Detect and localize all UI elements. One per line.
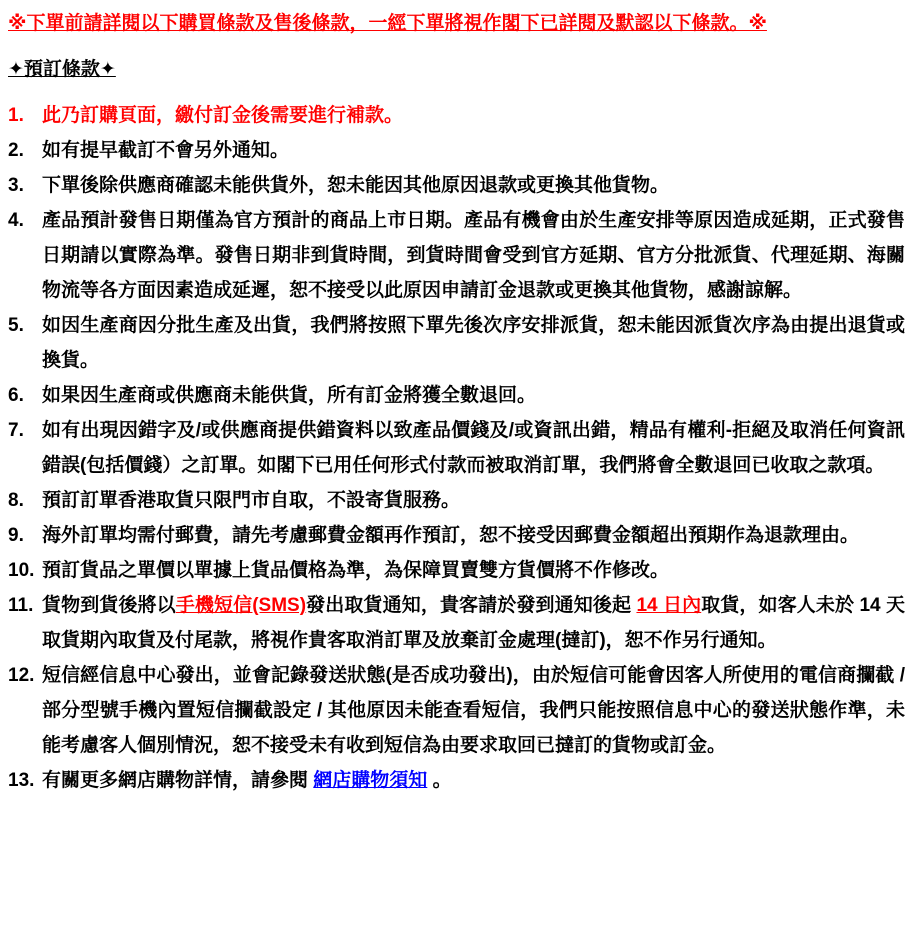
- term-item-11: [8, 588, 905, 658]
- section-title-preorder-terms: [8, 54, 905, 86]
- term-item-5: [8, 308, 905, 378]
- term-item-1: [8, 98, 905, 133]
- term-text: [42, 175, 669, 196]
- term-number: 13.: [8, 770, 35, 791]
- term-text: [42, 315, 905, 371]
- term-text-segment: 如有出現因錯字及/或供應商提供錯資料以致產品價錢及/或資訊出錯，精品有權利-拒絕及取消任何資訊錯誤(包括價錢）之訂單。如閣下已用任何形式付款而被取消訂單，我們將會全數退回已收取之款項。: [42, 420, 905, 476]
- purchase-notice-banner: ※下單前請詳閱以下購買條款及售後條款，一經下單將視作閣下已詳閱及默認以下條款。※: [8, 13, 767, 34]
- term-text-segment: 預訂貨品之單價以單據上貨品價格為準，為保障買賣雙方貨價將不作修改。: [42, 560, 670, 581]
- term-text-segment: 有關更多網店購物詳情，請參閱: [42, 770, 314, 791]
- term-number: 11.: [8, 595, 34, 616]
- term-text: [42, 105, 403, 126]
- term-number: 3.: [8, 175, 24, 196]
- term-text-segment: 發出取貨通知，貴客請於發到通知後起: [306, 595, 637, 616]
- term-item-2: [8, 133, 905, 168]
- highlighted-term-text: 手機短信(SMS): [175, 595, 307, 616]
- shop-guide-link[interactable]: 網店購物須知: [313, 770, 428, 791]
- term-number: 12.: [8, 665, 35, 686]
- term-text: [42, 560, 669, 581]
- term-text: [42, 385, 536, 406]
- term-text-segment: 預訂訂單香港取貨只限門市自取，不設寄貨服務。: [42, 490, 461, 511]
- term-item-8: [8, 483, 905, 518]
- term-item-13: [8, 763, 905, 798]
- term-item-9: [8, 518, 905, 553]
- term-text-segment: 此乃訂購頁面，繳付訂金後需要進行補款。: [42, 105, 404, 126]
- term-number: 8.: [8, 490, 24, 511]
- term-text: [42, 525, 859, 546]
- term-number: 2.: [8, 140, 24, 161]
- highlighted-term-text: 14 日內: [636, 595, 702, 616]
- term-number: 4.: [8, 210, 24, 231]
- term-text: [42, 420, 905, 476]
- term-item-10: [8, 553, 905, 588]
- term-text-segment: 如有提早截訂不會另外通知。: [42, 140, 290, 161]
- term-item-6: [8, 378, 905, 413]
- term-text: [42, 210, 905, 301]
- term-text-segment: 產品預計發售日期僅為官方預計的商品上市日期。產品有機會由於生產安排等原因造成延期，正式發售日期請以實際為準。發售日期非到貨時間，到貨時間會受到官方延期、官方分批派貨、代理延期、海關物流等各方面因素造成延遲，恕不接受以此原因申請訂金退款或更換其他貨物，感謝諒解。: [42, 210, 905, 301]
- term-text: [42, 595, 905, 651]
- section-title-text: ✦預訂條款✦: [8, 59, 116, 80]
- term-item-4: [8, 203, 905, 308]
- term-text: [42, 770, 452, 791]
- term-text-segment: 。: [427, 770, 452, 791]
- term-text: [42, 140, 289, 161]
- term-number: 7.: [8, 420, 24, 441]
- term-number: 5.: [8, 315, 24, 336]
- term-text-segment: 海外訂單均需付郵費，請先考慮郵費金額再作預訂，恕不接受因郵費金額超出預期作為退款理由。: [42, 525, 860, 546]
- term-number: 1.: [8, 105, 24, 126]
- term-item-12: [8, 658, 905, 763]
- term-text-segment: 如因生產商因分批生產及出貨，我們將按照下單先後次序安排派貨，恕未能因派貨次序為由提出退貨或換貨。: [42, 315, 905, 371]
- term-text: [42, 665, 905, 756]
- terms-list: [8, 98, 905, 798]
- term-number: 10.: [8, 560, 35, 581]
- term-text-segment: 下單後除供應商確認未能供貨外，恕未能因其他原因退款或更換其他貨物。: [42, 175, 670, 196]
- term-number: 6.: [8, 385, 24, 406]
- term-text-segment: 貨物到貨後將以: [42, 595, 176, 616]
- term-number: 9.: [8, 525, 24, 546]
- term-text-segment: 短信經信息中心發出，並會記錄發送狀態(是否成功發出)，由於短信可能會因客人所使用的電信商攔截 / 部分型號手機內置短信攔截設定 / 其他原因未能查看短信，我們只能按照信息中心的發送狀態作準，未能考慮客人個別情況，恕不接受未有收到短信為由要求取回已撻訂的貨物或訂金。: [42, 665, 905, 756]
- term-item-7: [8, 413, 905, 483]
- term-text-segment: 取貨，如客人未於 14 天取貨期內取貨及付尾款，將視作貴客取消訂單及放棄訂金處理(撻訂)，恕不作另行通知。: [42, 595, 905, 651]
- term-text-segment: 如果因生產商或供應商未能供貨，所有訂金將獲全數退回。: [42, 385, 537, 406]
- term-text: [42, 490, 460, 511]
- term-item-3: [8, 168, 905, 203]
